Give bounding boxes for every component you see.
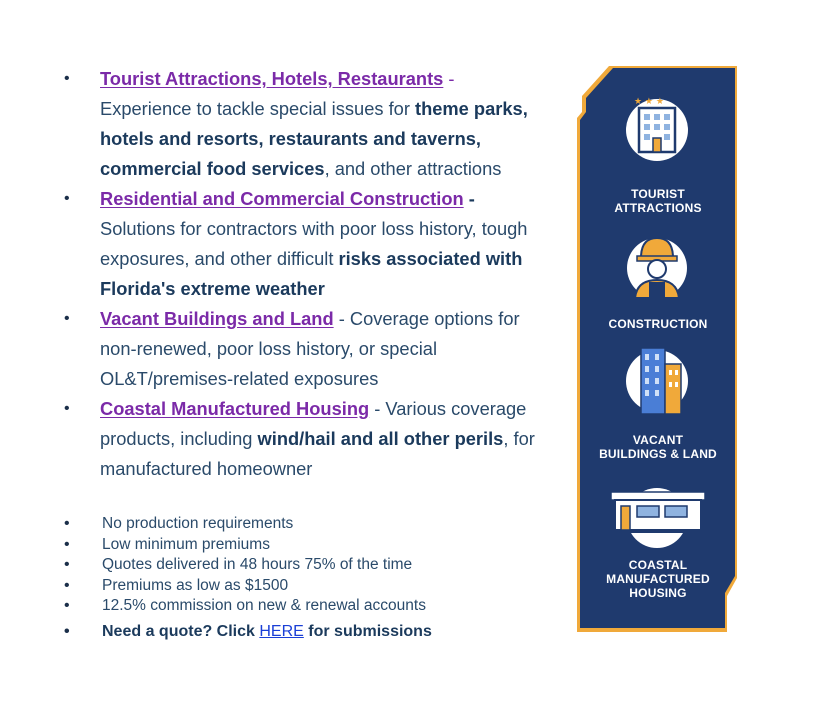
feature-item: • Premiums as low as $1500 [64, 576, 544, 597]
service-desc: Solutions for contractors with poor loss history, tough exposures, and other difficult [100, 218, 528, 269]
label-line: HOUSING [629, 586, 687, 600]
service-item-tourist [64, 64, 544, 184]
separator: - [369, 398, 386, 419]
service-item-coastal [64, 394, 544, 484]
service-desc-tail: , and other attractions [324, 158, 502, 179]
label-line: ATTRACTIONS [614, 201, 702, 215]
service-desc-bold: theme parks, hotels and resorts, restaurants and taverns, commercial food services [100, 98, 528, 179]
service-link-tourist[interactable]: Tourist Attractions, Hotels, Restaurants [100, 68, 444, 89]
service-item-construction [64, 184, 544, 304]
quote-item [64, 621, 544, 643]
construction-worker-icon [627, 238, 687, 298]
separator: - [333, 308, 350, 329]
service-desc: Various coverage products, including [100, 398, 527, 449]
service-link-coastal[interactable]: Coastal Manufactured Housing [100, 398, 370, 419]
service-desc: Experience to tackle special issues for [100, 98, 415, 119]
banner-graphic [577, 66, 739, 632]
svg-text:★ ★ ★: ★ ★ ★ [634, 97, 664, 107]
quote-prefix: Need a quote? Click [102, 622, 260, 640]
feature-item: • 12.5% commission on new & renewal accounts [64, 596, 544, 617]
service-item-vacant [64, 304, 544, 394]
label-line: BUILDINGS & LAND [599, 447, 717, 461]
label-line: COASTAL [628, 558, 688, 572]
feature-item: • Quotes delivered in 48 hours 75% of the time [64, 555, 544, 576]
service-link-construction[interactable]: Residential and Commercial Construction [100, 188, 464, 209]
services-list [64, 64, 544, 484]
service-desc-bold: wind/hail and all other perils [257, 428, 504, 449]
label-line: TOURIST [631, 187, 685, 201]
label-construction [577, 317, 739, 331]
service-desc: Coverage options for non-renewed, poor loss history, or special OL&T/premises-related exposures [100, 308, 520, 389]
service-link-vacant[interactable]: Vacant Buildings and Land [100, 308, 334, 329]
service-desc-tail: , for manufactured homeowner [100, 428, 535, 479]
service-desc-bold: risks associated with Florida's extreme weather [100, 248, 523, 299]
separator: - [443, 68, 455, 89]
label-line: MANUFACTURED [606, 572, 710, 586]
label-coastal-housing [577, 558, 739, 600]
quote-suffix: for submissions [303, 622, 432, 640]
separator: - [463, 188, 475, 209]
label-line: CONSTRUCTION [608, 317, 708, 331]
services-banner [577, 66, 739, 632]
label-tourist-attractions [577, 187, 739, 215]
label-vacant-buildings [577, 433, 739, 461]
features-list [64, 514, 544, 643]
quote-here-link[interactable]: HERE [259, 622, 304, 640]
label-line: VACANT [632, 433, 684, 447]
feature-item: • Low minimum premiums [64, 535, 544, 556]
feature-item: • No production requirements [64, 514, 544, 535]
